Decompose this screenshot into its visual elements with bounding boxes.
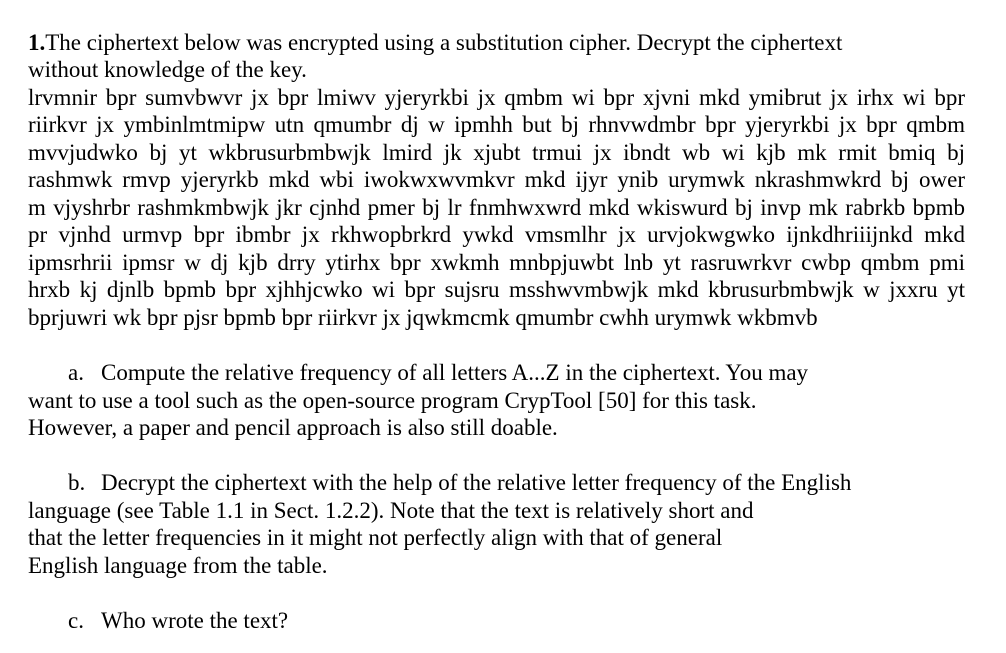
subquestion-a-marker: a. [68,360,84,385]
ciphertext-line: rashmwk rmvp yjeryrkb mkd wbi iwokwxwvmkvr mkd ijyr ynib urymwk nkrashmwkrd bj ower [28,167,965,192]
subquestion-a-text: Compute the relative frequency of all letters A...Z in the ciphertext. You may [101,360,809,385]
ciphertext-line: hrxb kj djnlb bpmb bpr xjhhjcwko wi bpr sujsru msshwvmbwjk mkd kbrusurbmbwjk w jxxru yt [28,277,965,302]
subquestion-c-text: Who wrote the text? [101,608,289,633]
subquestion-b-line-1 [68,469,851,496]
ciphertext-line: mvvjudwko bj yt wkbrusurbmbwjk lmird jk xjubt trmui jx ibndt wb wi kjb mk rmit bmiq bj [28,140,965,165]
question-number: 1. [28,30,46,55]
ciphertext-line: ipmsrhrii ipmsr w dj kjb drry ytirhx bpr xwkmh mnbpjuwbt lnb yt rasruwrkvr cwbp qmbm pmi [28,250,965,275]
subquestion-b-line-4: English language from the table. [28,553,328,578]
subquestion-a-line-2: want to use a tool such as the open-source program CrypTool [50] for this task. [28,388,757,413]
ciphertext-line: lrvmnir bpr sumvbwvr jx bpr lmiwv yjeryrkbi jx qmbm wi bpr xjvni mkd ymibrut jx irhx wi bpr [28,85,965,110]
ciphertext-line: bprjuwri wk bpr pjsr bpmb bpr riirkvr jx jqwkmcmk qmumbr cwhh urymwk wkbmvb [28,305,818,330]
subquestion-c-line-1 [68,607,288,634]
subquestion-c-marker: c. [68,608,84,633]
subquestion-b-text: Decrypt the ciphertext with the help of the relative letter frequency of the English [101,470,852,495]
subquestion-b-line-3: that the letter frequencies in it might not perfectly align with that of general [28,525,723,550]
ciphertext-line: riirkvr jx ymbinlmtmipw utn qmumbr dj w ipmhh but bj rhnvwdmbr bpr yjeryrkbi jx bpr qmbm [28,112,965,137]
question-prompt-text: The ciphertext below was encrypted using a substitution cipher. Decrypt the ciphertext [45,30,843,55]
subquestion-b-line-2: language (see Table 1.1 in Sect. 1.2.2). Note that the text is relatively short and [28,498,754,523]
question-prompt-line-2: without knowledge of the key. [28,57,307,82]
subquestion-a-line-1 [68,359,808,386]
ciphertext-line: m vjyshrbr rashmkmbwjk jkr cjnhd pmer bj lr fnmhwxwrd mkd wkiswurd bj invp mk rabrkb bpmb [28,195,965,220]
subquestion-b-marker: b. [68,470,86,495]
ciphertext-line: pr vjnhd urmvp bpr ibmbr jx rkhwopbrkrd ywkd vmsmlhr jx urvjokwgwko ijnkdhriiijnkd mkd [28,222,965,247]
question-prompt-line-1 [28,29,842,56]
subquestion-a-line-3: However, a paper and pencil approach is also still doable. [28,415,558,440]
